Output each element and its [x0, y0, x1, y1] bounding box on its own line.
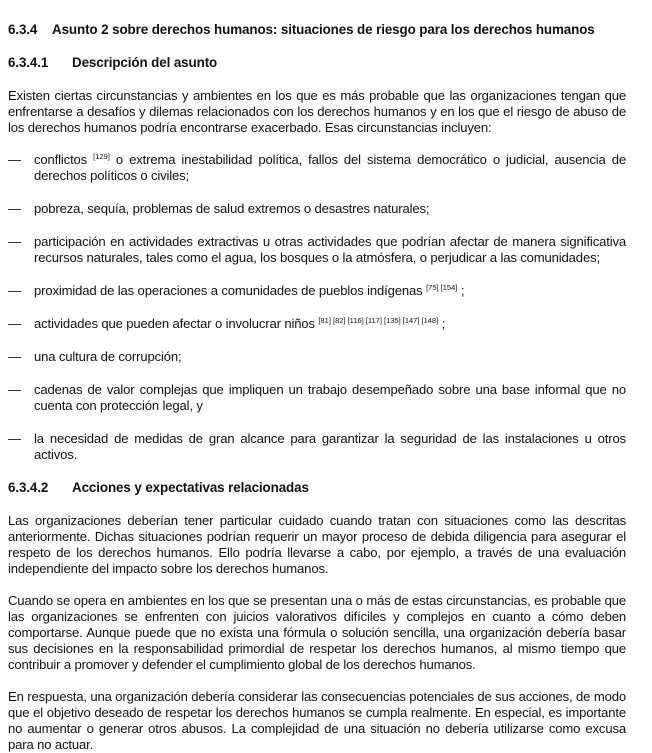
list-item-text: actividades que pueden afectar o involucrar niños [81] [82] [116] [117] [135] [147] [148] ; — [34, 316, 446, 331]
list-item — [8, 349, 626, 365]
reference-link[interactable]: [129] — [93, 152, 110, 161]
subsection-heading-description — [8, 55, 626, 71]
list-item — [8, 201, 626, 217]
dash-marker: — — [8, 234, 22, 249]
circumstances-list — [8, 152, 626, 463]
dash-marker: — — [8, 201, 22, 216]
dash-marker: — — [8, 316, 22, 331]
list-item — [8, 382, 626, 414]
list-item-text: conflictos [129] o extrema inestabilidad política, fallos del sistema democrático o judicial, ausencia de derechos políticos o civiles; — [34, 152, 626, 183]
list-item — [8, 234, 626, 266]
reference-link[interactable]: [75] [154] — [426, 283, 458, 292]
dash-marker: — — [8, 283, 22, 298]
body-paragraph: Cuando se opera en ambientes en los que se presentan una o más de estas circunstancias, es probable que las organizaciones se enfrenten con juicios valorativos difíciles y complejos en cuanto a cómo deben comportarse. Aunque puede que no exista una fórmula o solución sencilla, una organización debería basar sus decisiones en la responsabilidad primordial de respetar los derechos humanos, al mismo tiempo que contribuir a promover y defender el cumplimiento global de los derechos humanos. — [8, 593, 626, 672]
intro-paragraph: Existen ciertas circunstancias y ambientes en los que es más probable que las organizaciones tengan que enfrentarse a desafíos y dilemas relacionados con los derechos humanos y en los que el riesgo de abuso de los derechos humanos podría encontrarse exacerbado. Esas circunstancias incluyen: — [8, 88, 626, 135]
subsection-number: 6.3.4.1 — [8, 55, 49, 70]
list-item — [8, 431, 626, 463]
list-item-text: proximidad de las operaciones a comunidades de pueblos indígenas [75] [154] ; — [34, 283, 465, 298]
body-paragraph: Las organizaciones deberían tener particular cuidado cuando tratan con situaciones como las descritas anteriormente. Dichas situaciones podrían requerir un mayor proceso de debida diligencia para asegurar el respeto de los derechos humanos. Ello podría llevarse a cabo, por ejemplo, a través de una evaluación independiente del impacto sobre los derechos humanos. — [8, 513, 626, 576]
dash-marker: — — [8, 152, 22, 167]
list-item — [8, 152, 626, 184]
section-number: 6.3.4 — [8, 22, 38, 37]
list-item-text: pobreza, sequía, problemas de salud extremos o desastres naturales; — [34, 201, 430, 216]
dash-marker: — — [8, 382, 22, 397]
section-title: Asunto 2 sobre derechos humanos: situaciones de riesgo para los derechos humanos — [52, 22, 595, 37]
dash-marker: — — [8, 349, 22, 364]
list-item — [8, 316, 626, 332]
list-item — [8, 283, 626, 299]
subsection-title: Acciones y expectativas relacionadas — [72, 480, 309, 495]
reference-link[interactable]: [81] [82] [116] [117] [135] [147] [148] — [318, 316, 439, 325]
list-item-text: participación en actividades extractivas u otras actividades que podrían afectar de manera significativa recursos naturales, tales como el agua, los bosques o la atmósfera, o perjudicar a las comunidades; — [34, 234, 626, 265]
subsection-heading-actions — [8, 480, 626, 496]
subsection-title: Descripción del asunto — [72, 55, 218, 70]
list-item-text: la necesidad de medidas de gran alcance para garantizar la seguridad de las instalaciones u otros activos. — [34, 431, 626, 462]
section-heading — [8, 22, 626, 38]
body-paragraph: En respuesta, una organización debería considerar las consecuencias potenciales de sus acciones, de modo que el objetivo deseado de respetar los derechos humanos se cumpla realmente. En especial, es importante no aumentar o generar otros abusos. La complejidad de una situación no debería utilizarse como excusa para no actuar. — [8, 689, 626, 752]
dash-marker: — — [8, 431, 22, 446]
subsection-number: 6.3.4.2 — [8, 480, 49, 495]
list-item-text: cadenas de valor complejas que impliquen un trabajo desempeñado sobre una base informal que no cuenta con protección legal, y — [34, 382, 626, 413]
list-item-text: una cultura de corrupción; — [34, 349, 182, 364]
